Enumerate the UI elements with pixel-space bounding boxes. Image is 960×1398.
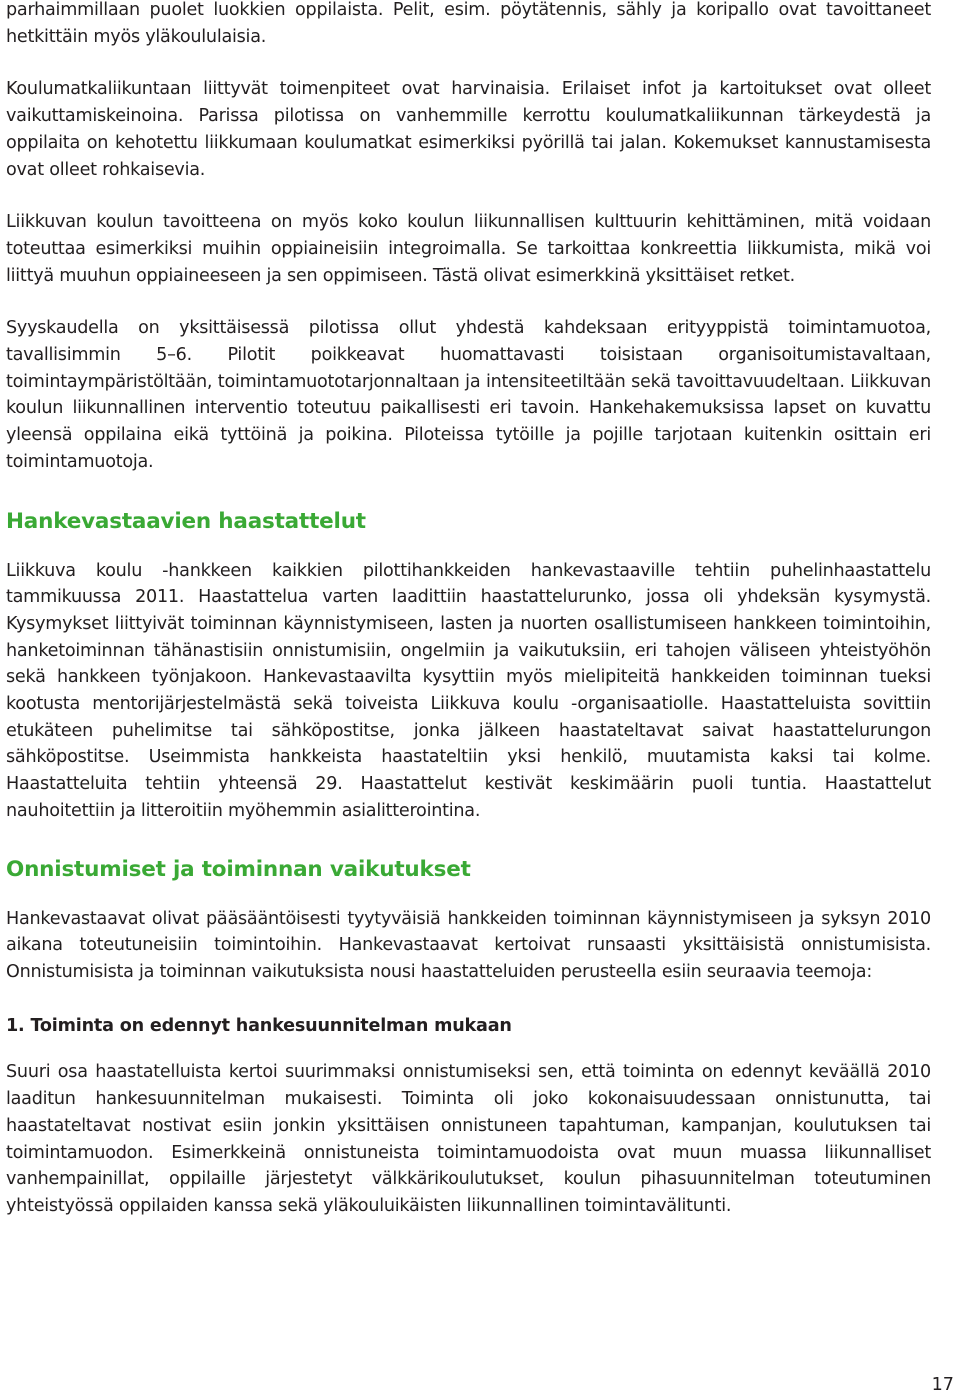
subheading-project-plan: 1. Toiminta on edennyt hankesuunnitelman mukaan <box>6 1015 512 1036</box>
page-number: 17 <box>931 1375 954 1395</box>
paragraph-activities: parhaimmillaan puolet luokkien oppilaista. Pelit, esim. pöytätennis, sähly ja koripallo ovat tavoittaneet hetkittäin myös yläkoululaisia. <box>6 0 931 47</box>
section-heading-successes: Onnistumiset ja toiminnan vaikutukset <box>6 856 471 882</box>
paragraph-activity-forms: Syyskaudella on yksittäisessä pilotissa ollut yhdestä kahdeksaan erityyppistä toimintamuotoa, tavallisimmin 5–6. Pilotit poikkeavat huomattavasti toisistaan organisoitumistavaltaan, toimintaympäristöltään, toimintamuototarjonnaltaan ja intensiteetiltään sekä tavoittavuudeltaan. Liikkuvan koulun liikunnallinen interventio toteutuu paikallisesti eri tavoin. Hankehakemuksissa lapset on kuvattu yleensä oppilaina eikä tyttöinä ja poikina. Piloteissa tytöille ja pojille tarjotaan kuitenkin osittain eri toimintamuotoja. <box>6 318 931 472</box>
paragraph-school-culture: Liikkuvan koulun tavoitteena on myös koko koulun liikunnallisen kulttuurin kehittäminen, mitä voidaan toteuttaa esimerkiksi muihin oppiaineisiin integroimalla. Se tarkoittaa konkreettia liikkumista, mikä voi liittyä muuhun oppiaineeseen ja sen oppimiseen. Tästä olivat esimerkkinä yksittäiset retket. <box>6 212 931 286</box>
paragraph-successes: Hankevastaavat olivat pääsääntöisesti tyytyväisiä hankkeiden toiminnan käynnistymiseen ja syksyn 2010 aikana toteutuneisiin toimintoihin. Hankevastaavat kertoivat runsaasti yksittäisistä onnistumisista. Onnistumisista ja toiminnan vaikutuksista nousi haastatteluiden perusteella esiin seuraavia teemoja: <box>6 908 931 982</box>
paragraph-commute: Koulumatkaliikuntaan liittyvät toimenpiteet ovat harvinaisia. Erilaiset infot ja kartoitukset ovat olleet vaikuttamiskeinoina. Parissa pilotissa on vanhemmille kerrottu koulumatkaliikunnan tärkeydestä ja oppilaita on kehotettu liikkumaan koulumatkat esimerkiksi pyörillä tai jalan. Kokemukset kannustamisesta ovat olleet rohkaisevia. <box>6 79 931 180</box>
document-page <box>6 0 931 1220</box>
paragraph-project-plan: Suuri osa haastatelluista kertoi suurimmaksi onnistumiseksi sen, että toiminta on edennyt keväällä 2010 laaditun hankesuunnitelman mukaisesti. Toiminta oli joko kokonaisuudessaan onnistunutta, tai haastateltavat nostivat esiin jonkin yksittäisen onnistuneen tapahtuman, kampanjan, koulutuksen tai toimintamuodon. Esimerkkeinä onnistuneista toimintamuodoista ovat muun muassa liikunnalliset vanhempainillat, oppilaille järjestetyt välkkärikoulutukset, koulun pihasuunnitelman toteutuminen yhteistyössä oppilaiden kanssa sekä yläkouluikäisten liikunnallinen toimintavälitunti. <box>6 1062 931 1216</box>
paragraph-interviews: Liikkuva koulu -hankkeen kaikkien pilottihankkeiden hankevastaaville tehtiin puhelinhaastattelu tammikuussa 2011. Haastattelua varten laadittiin haastattelurunko, jossa oli yhdeksän kysymystä. Kysymykset liittyivät toiminnan käynnistymiseen, lasten ja nuorten osallistumiseen hankkeen toimintoihin, hanketoiminnan tähänastisiin onnistumisiin, ongelmiin ja vaikutuksiin, eri tahojen väliseen yhteistyöhön sekä hankkeen työnjakoon. Hankevastaavilta kysyttiin myös mielipiteitä hankkeiden toiminnan tueksi kootusta mentorijärjestelmästä sekä toiveista Liikkuva koulu -organisaatiolle. Haastatteluista sovittiin etukäteen puhelimitse tai sähköpostitse, jonka jälkeen haastateltavat saivat haastattelurungon sähköpostitse. Useimmista hankkeista haastateltiin yksi henkilö, muutamista kaksi tai kolme. Haastatteluita tehtiin yhteensä 29. Haastattelut kestivät keskimäärin puoli tuntia. Haastattelut nauhoitettiin ja litteroitiin myöhemmin asialitterointina. <box>6 560 931 821</box>
section-heading-interviews: Hankevastaavien haastattelut <box>6 508 366 534</box>
